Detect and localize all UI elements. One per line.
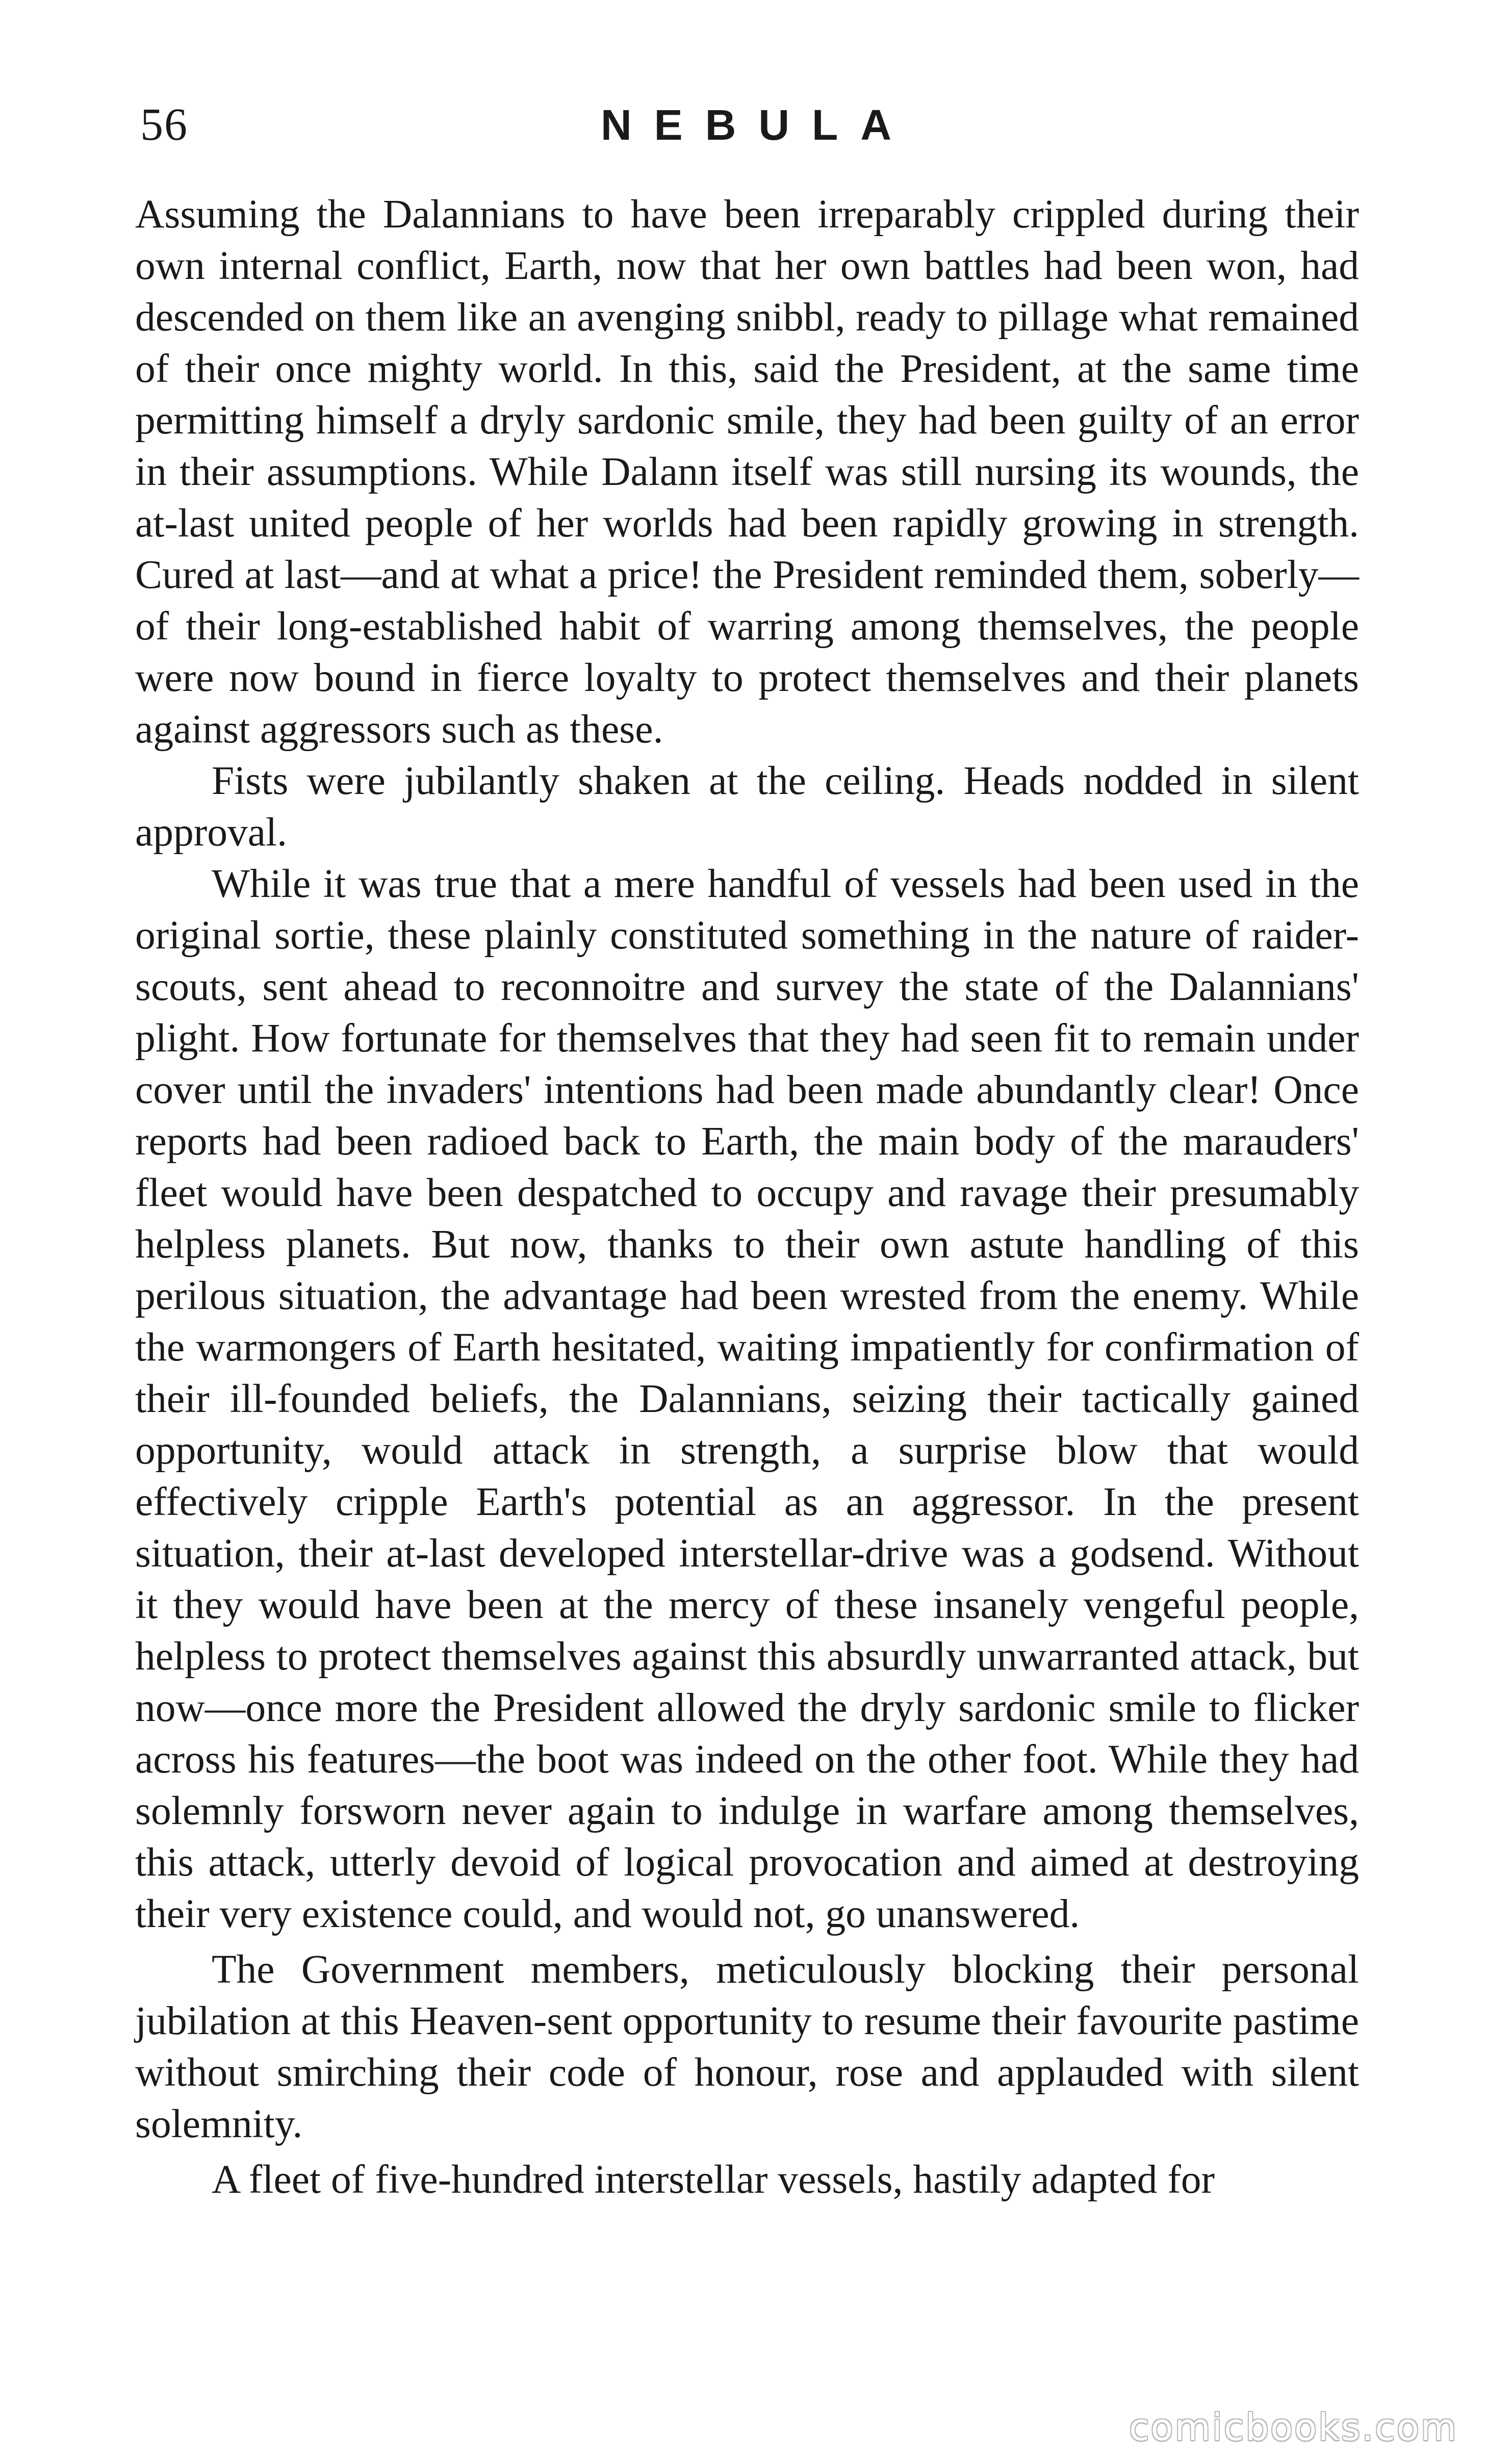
paragraph: Assuming the Dalannians to have been irreparably crippled during their own internal conflict, Earth, now that her own battles had been won, had descended on them like an avenging snibbl, ready to pillage what remained of their once mighty world. In this, said the President, at the same time permitting himself a dryly sardonic smile, they had been guilty of an error in their assumptions. While Dalann itself was still nursing its wounds, the at-last united people of her worlds had been rapidly growing in strength. Cured at last—and at what a price! the President reminded them, soberly—of their long-established habit of warring among themselves, the people were now bound in fierce loyalty to protect themselves and their planets against aggressors such as these. bbox=[135, 192, 1359, 752]
paragraph: Fists were jubilantly shaken at the ceiling. Heads nodded in silent approval. bbox=[135, 758, 1359, 855]
paragraph: While it was true that a mere handful of vessels had been used in the original sortie, these plainly constituted something in the nature of raider-scouts, sent ahead to reconnoitre and survey the state of the Dalannians' plight. How fortunate for themselves that they had seen fit to remain under cover until the invaders' intentions had been made abundantly clear! Once reports had been radioed back to Earth, the main body of the marauders' fleet would have been despatched to occupy and ravage their presumably helpless planets. But now, thanks to their own astute handling of this perilous situation, the advantage had been wrested from the enemy. While the warmongers of Earth hesitated, waiting impatiently for confirmation of their ill-founded beliefs, the Dalannians, seizing their tactically gained opportunity, would attack in strength, a surprise blow that would effectively cripple Earth's potential as an aggressor. In the present situation, their at-last developed interstellar-drive was a godsend. Without it they would have been at the mercy of these insanely vengeful people, helpless to protect themselves against this absurdly unwarranted attack, but now—once more the President allowed the dryly sardonic smile to flicker across his features—the boot was indeed on the other foot. While they had solemnly forsworn never again to indulge in warfare among themselves, this attack, utterly devoid of logical provocation and aimed at destroying their very existence could, and would not, go unanswered. bbox=[135, 861, 1359, 1936]
watermark: comicbooks.com bbox=[1129, 2406, 1458, 2449]
page-header bbox=[130, 89, 1364, 161]
paragraph: A fleet of five-hundred interstellar vessels, hastily adapted for bbox=[212, 2157, 1215, 2202]
paragraph: The Government members, meticulously blocking their personal jubilation at this Heaven-sent opportunity to resume their favourite pastime without smirching their code of honour, rose and applauded with silent solemnity. bbox=[135, 1947, 1359, 2146]
running-head-title: NEBULA bbox=[601, 101, 914, 149]
body-text bbox=[135, 189, 1359, 2205]
page-number: 56 bbox=[140, 99, 188, 150]
